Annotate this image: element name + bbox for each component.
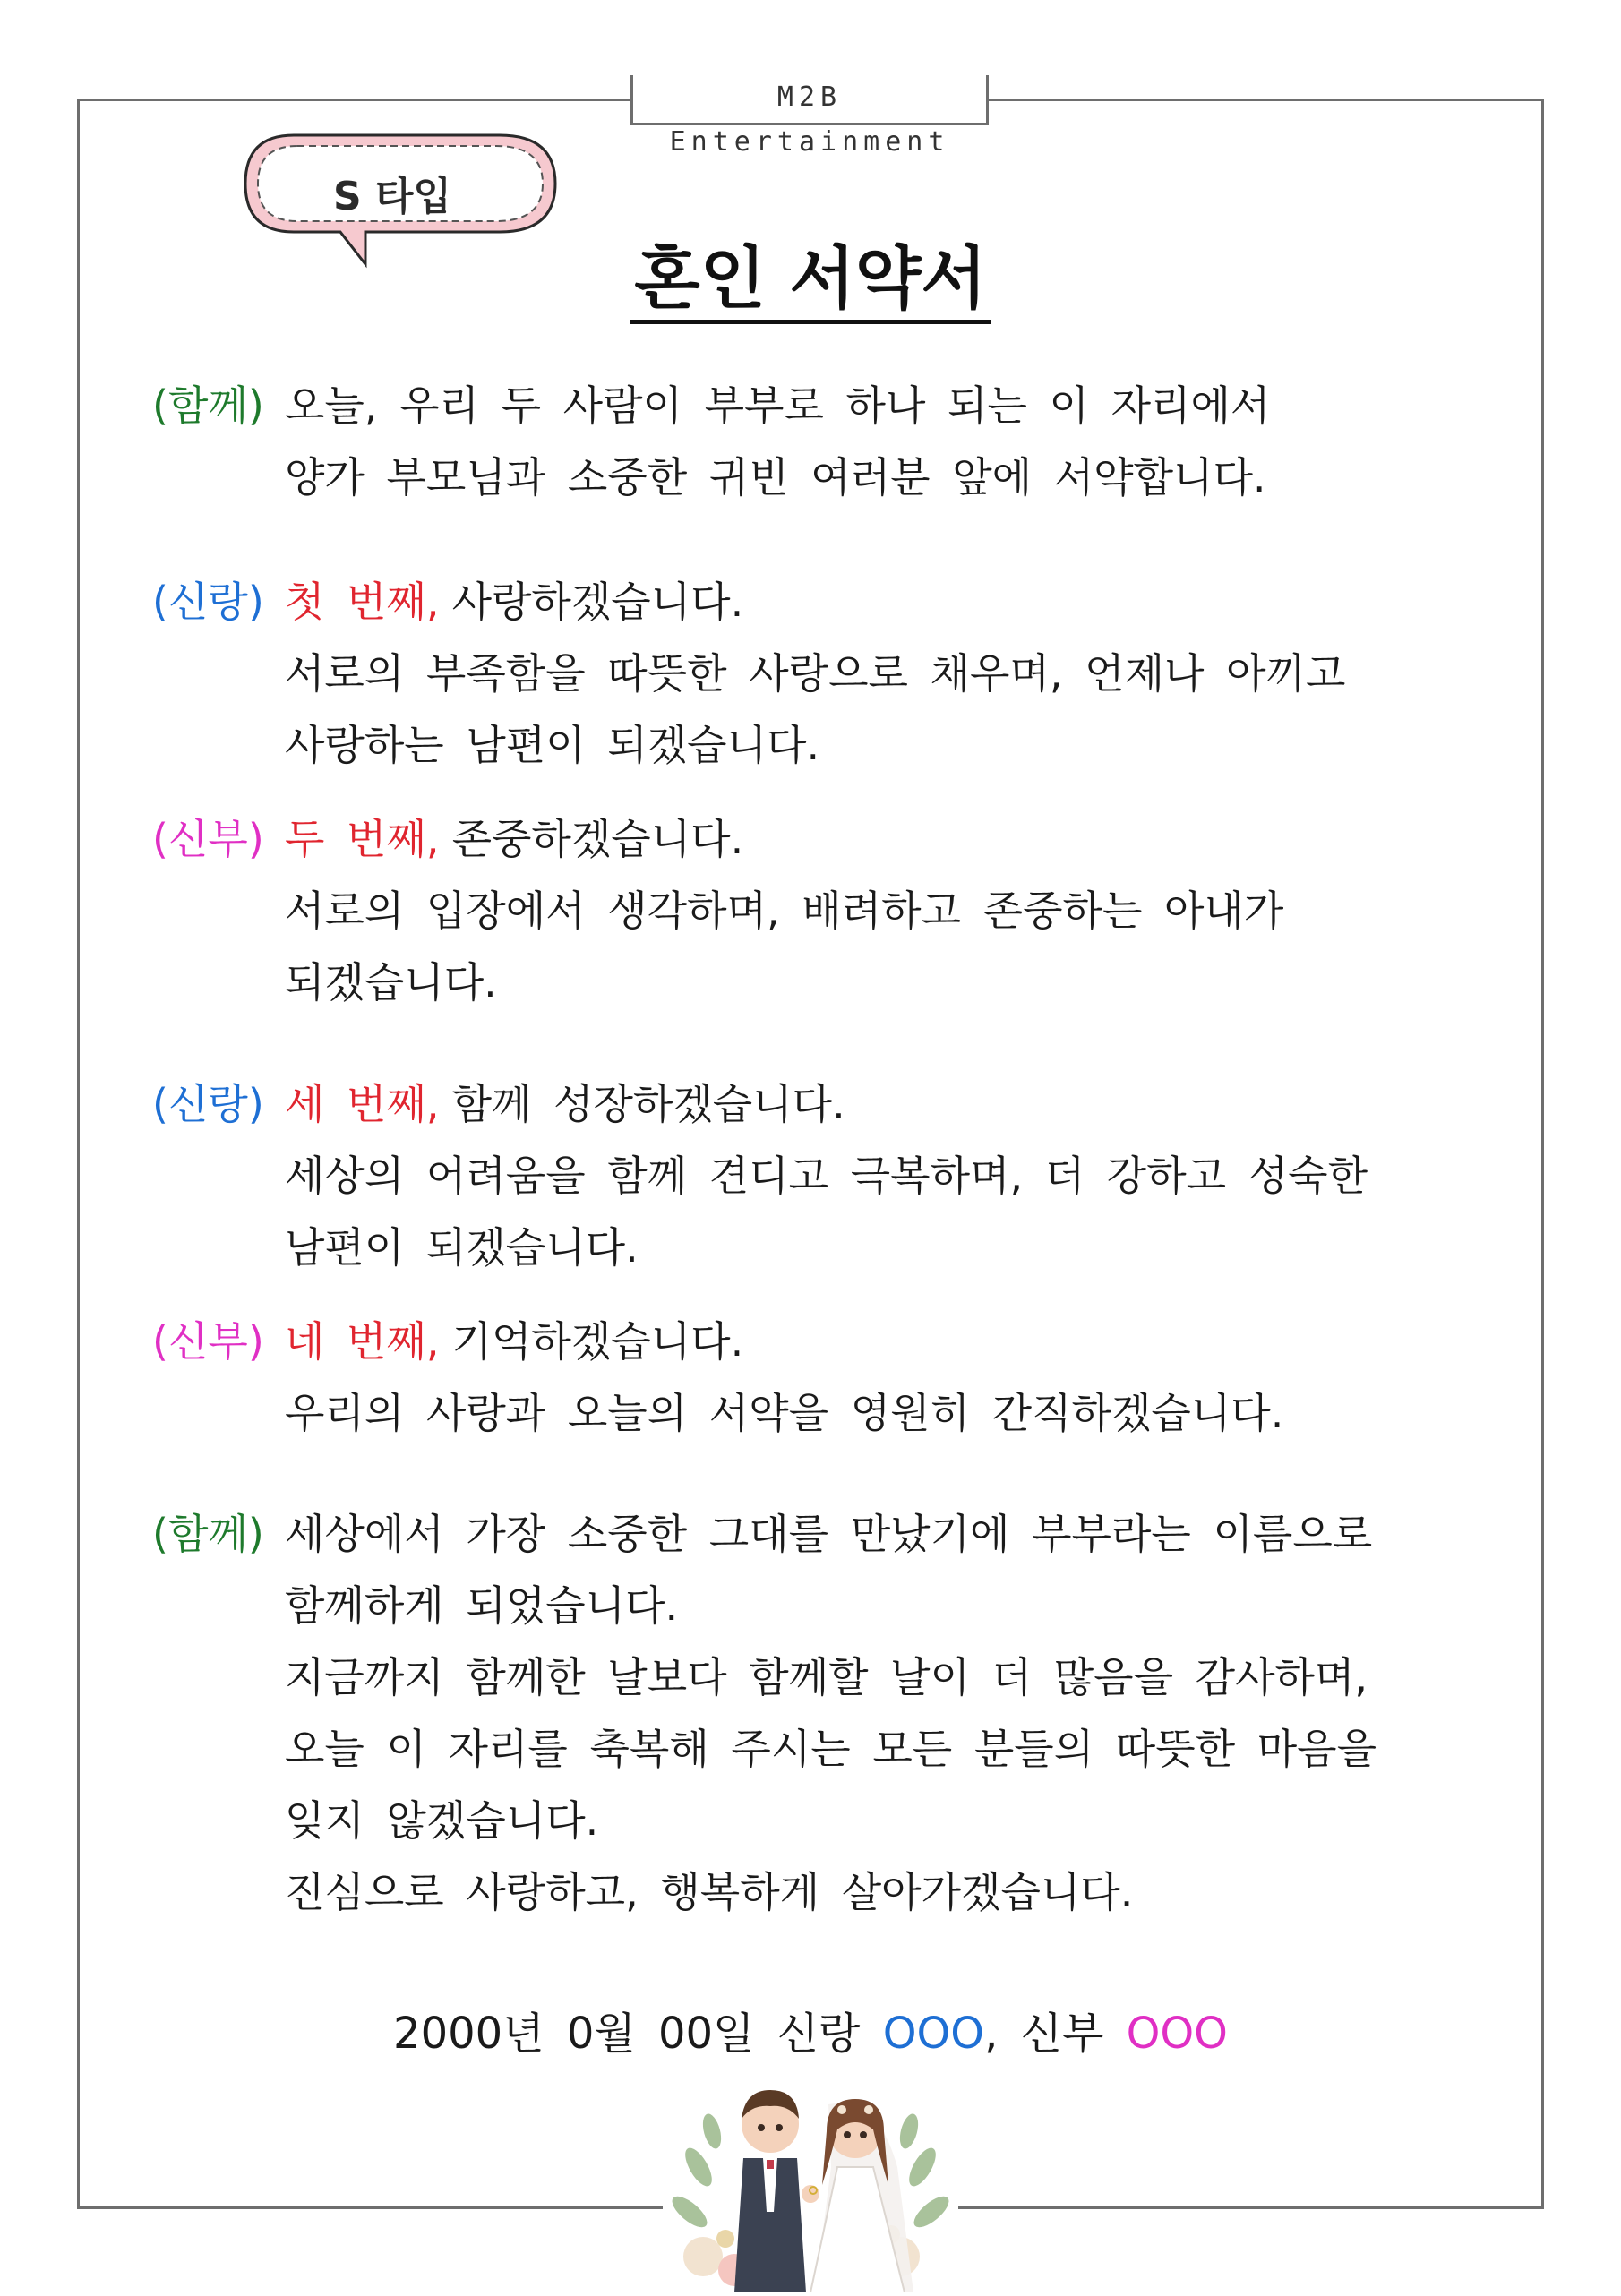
page-title — [0, 224, 1621, 321]
speaker-label: (함께) — [152, 1510, 264, 1558]
vow-line: 잊지 않겠습니다. — [285, 1796, 599, 1845]
speaker-label: (신부) — [152, 1317, 264, 1366]
signature-line — [0, 1999, 1621, 2060]
vow-section-together-opening — [152, 370, 1424, 513]
vow-line: 지금까지 함께한 날보다 함께할 날이 더 많음을 감사하며, — [285, 1653, 1368, 1701]
vow-line: 서로의 부족함을 따뜻한 사랑으로 채우며, 언제나 아끼고 — [285, 649, 1346, 698]
vow-section-bride-second — [152, 803, 1424, 1018]
wedding-couple-icon — [663, 2060, 958, 2292]
speaker-label: (신부) — [152, 815, 264, 863]
vow-line: 오늘 이 자리를 축복해 주시는 모든 분들의 따뜻한 마음을 — [285, 1725, 1377, 1773]
signature-separator: , — [984, 2009, 999, 2059]
vow-section-together-closing — [152, 1498, 1424, 1928]
vow-line: 함께하게 되었습니다. — [285, 1581, 679, 1630]
couple-illustration — [663, 2060, 958, 2292]
vow-line: 우리의 사랑과 오늘의 서약을 영원히 간직하겠습니다. — [285, 1389, 1284, 1437]
bride-label: 신부 — [1020, 2009, 1104, 2059]
vow-line: 세상에서 가장 소중한 그대를 만났기에 부부라는 이름으로 — [285, 1510, 1373, 1558]
speaker-label: (신랑) — [152, 1080, 264, 1128]
badge-label: S 타입 — [332, 174, 451, 219]
vow-headline: 함께 성장하겠습니다. — [451, 1080, 845, 1128]
signature-date: 2000년 0월 00일 — [393, 2009, 755, 2059]
vow-line: 진심으로 사랑하고, 행복하게 살아가겠습니다. — [285, 1868, 1134, 1916]
vow-section-groom-third — [152, 1068, 1424, 1283]
vow-headline: 기억하겠습니다. — [451, 1317, 744, 1366]
title-text: 혼인 서약서 — [630, 238, 991, 324]
vow-ordinal: 세 번째, — [285, 1080, 440, 1128]
vow-line: 양가 부모님과 소중한 귀빈 여러분 앞에 서약합니다. — [285, 453, 1266, 501]
vow-section-groom-first — [152, 566, 1424, 781]
vow-headline: 사랑하겠습니다. — [451, 578, 744, 626]
vow-ordinal: 첫 번째, — [285, 578, 440, 626]
vow-line: 사랑하는 남편이 되겠습니다. — [285, 721, 820, 769]
vow-headline: 존중하겠습니다. — [451, 815, 744, 863]
brand-label: M2B Entertainment — [630, 75, 989, 125]
vow-line: 세상의 어려움을 함께 견디고 극복하며, 더 강하고 성숙한 — [285, 1152, 1368, 1200]
vow-line: 오늘, 우리 두 사람이 부부로 하나 되는 이 자리에서 — [285, 381, 1271, 430]
vow-line: 남편이 되겠습니다. — [285, 1223, 639, 1272]
bride-name: OOO — [1126, 2009, 1228, 2059]
vow-ordinal: 네 번째, — [285, 1317, 440, 1366]
vow-line: 서로의 입장에서 생각하며, 배려하고 존중하는 아내가 — [285, 887, 1284, 935]
groom-name: OOO — [882, 2009, 985, 2059]
vow-line: 되겠습니다. — [285, 958, 497, 1007]
speaker-label: (함께) — [152, 381, 264, 430]
vow-section-bride-fourth — [152, 1306, 1424, 1449]
groom-label: 신랑 — [776, 2009, 861, 2059]
vow-ordinal: 두 번째, — [285, 815, 440, 863]
speaker-label: (신랑) — [152, 578, 264, 626]
